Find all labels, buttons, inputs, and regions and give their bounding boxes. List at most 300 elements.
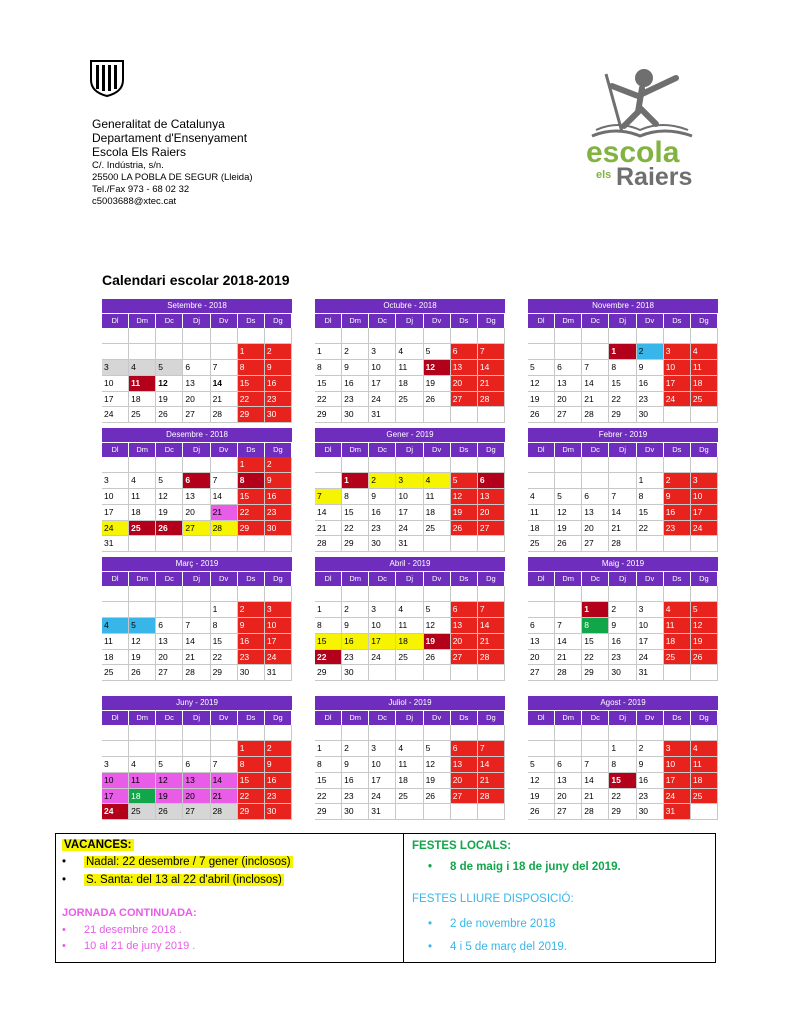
empty-cell [424, 586, 451, 602]
day-cell: 21 [609, 521, 636, 537]
day-cell: 20 [451, 634, 478, 650]
day-cell: 14 [582, 773, 609, 789]
bullet-icon: • [62, 940, 66, 952]
day-cell: 27 [451, 392, 478, 408]
day-cell: 9 [265, 757, 292, 773]
day-cell: 7 [555, 618, 582, 634]
day-cell: 23 [369, 521, 396, 537]
empty-cell [478, 536, 505, 552]
weekday-label: Dm [342, 314, 369, 328]
week-row [315, 757, 505, 773]
day-cell: 5 [528, 360, 555, 376]
day-cell: 17 [396, 505, 423, 521]
day-cell: 16 [637, 376, 664, 392]
empty-cell [183, 741, 210, 757]
day-cell: 28 [478, 650, 505, 666]
day-cell: 8 [609, 757, 636, 773]
empty-cell [129, 602, 156, 618]
day-cell: 1 [609, 344, 636, 360]
jornada-title: JORNADA CONTINUADA: [62, 907, 197, 919]
day-cell: 7 [211, 757, 238, 773]
day-cell: 9 [265, 360, 292, 376]
day-cell: 2 [637, 344, 664, 360]
weekday-label: Dj [396, 711, 423, 725]
day-cell: 29 [315, 665, 342, 681]
weekday-header [528, 711, 718, 725]
week-row [102, 757, 292, 773]
day-cell: 8 [238, 473, 265, 489]
weekday-label: Dl [102, 314, 129, 328]
day-cell: 2 [265, 457, 292, 473]
week-row [102, 521, 292, 537]
week-row [528, 473, 718, 489]
day-cell: 11 [396, 618, 423, 634]
empty-cell [424, 457, 451, 473]
festes-locals-text: 8 de maig i 18 de juny del 2019. [450, 861, 621, 873]
day-cell: 7 [183, 618, 210, 634]
day-cell: 28 [582, 407, 609, 423]
day-cell: 18 [129, 505, 156, 521]
day-cell: 10 [369, 618, 396, 634]
day-cell: 22 [238, 789, 265, 805]
bullet-icon: • [428, 918, 433, 930]
weekday-header [528, 443, 718, 457]
day-cell: 21 [582, 392, 609, 408]
day-cell: 20 [183, 789, 210, 805]
day-cell: 6 [183, 757, 210, 773]
weekday-label: Dl [528, 572, 555, 586]
week-row [528, 757, 718, 773]
day-cell: 15 [238, 773, 265, 789]
day-cell: 27 [183, 407, 210, 423]
day-cell: 20 [451, 376, 478, 392]
day-cell: 4 [664, 602, 691, 618]
month-title: Agost - 2019 [528, 696, 718, 711]
day-cell: 19 [129, 650, 156, 666]
day-cell: 17 [664, 376, 691, 392]
day-cell: 28 [478, 789, 505, 805]
day-cell: 25 [528, 536, 555, 552]
day-cell: 29 [315, 407, 342, 423]
day-cell: 4 [396, 741, 423, 757]
day-cell: 3 [369, 602, 396, 618]
day-cell: 22 [637, 521, 664, 537]
week-row [315, 536, 505, 552]
day-cell: 30 [342, 407, 369, 423]
week-row [528, 328, 718, 344]
day-cell: 16 [664, 505, 691, 521]
empty-cell [582, 725, 609, 741]
org-line-department: Departament d'Ensenyament [92, 131, 248, 145]
day-cell: 10 [102, 489, 129, 505]
week-row [102, 457, 292, 473]
day-cell: 4 [396, 602, 423, 618]
empty-cell [555, 473, 582, 489]
day-cell: 5 [691, 602, 718, 618]
day-cell: 10 [369, 757, 396, 773]
day-cell: 3 [396, 473, 423, 489]
empty-cell [396, 804, 423, 820]
day-cell: 7 [478, 602, 505, 618]
empty-cell [478, 328, 505, 344]
weekday-label: Dg [691, 314, 718, 328]
weekday-label: Ds [238, 572, 265, 586]
day-cell: 13 [478, 489, 505, 505]
empty-cell [156, 741, 183, 757]
weekday-label: Dc [582, 443, 609, 457]
week-row [528, 392, 718, 408]
empty-cell [609, 328, 636, 344]
day-cell: 13 [555, 773, 582, 789]
empty-cell [424, 804, 451, 820]
day-cell: 14 [478, 360, 505, 376]
day-cell: 24 [102, 521, 129, 537]
day-cell: 14 [478, 618, 505, 634]
day-cell: 16 [265, 489, 292, 505]
empty-cell [691, 457, 718, 473]
day-cell: 25 [424, 521, 451, 537]
day-cell: 15 [609, 376, 636, 392]
day-cell: 25 [691, 392, 718, 408]
empty-cell [451, 457, 478, 473]
day-cell: 2 [342, 741, 369, 757]
day-cell: 25 [396, 650, 423, 666]
day-cell: 28 [315, 536, 342, 552]
weekday-label: Dj [183, 572, 210, 586]
empty-cell [691, 328, 718, 344]
empty-cell [451, 665, 478, 681]
week-row [528, 521, 718, 537]
weekday-label: Dg [265, 314, 292, 328]
empty-cell [664, 328, 691, 344]
month-block [528, 299, 718, 423]
day-cell: 27 [451, 650, 478, 666]
jornada-text: 21 desembre 2018 . [84, 924, 182, 936]
weekday-label: Dc [369, 443, 396, 457]
day-cell: 1 [238, 457, 265, 473]
week-row [315, 489, 505, 505]
day-cell: 9 [664, 489, 691, 505]
day-cell: 23 [238, 650, 265, 666]
weekday-header [528, 572, 718, 586]
empty-cell [211, 328, 238, 344]
week-row [315, 586, 505, 602]
week-row [102, 489, 292, 505]
day-cell: 6 [451, 741, 478, 757]
month-title: Abril - 2019 [315, 557, 505, 572]
day-cell: 13 [451, 360, 478, 376]
day-cell: 29 [609, 407, 636, 423]
empty-cell [478, 457, 505, 473]
empty-cell [315, 473, 342, 489]
day-cell: 12 [156, 773, 183, 789]
weekday-label: Ds [451, 711, 478, 725]
day-cell: 19 [528, 392, 555, 408]
week-row [315, 665, 505, 681]
day-cell: 21 [478, 376, 505, 392]
empty-cell [528, 328, 555, 344]
org-line-phone: Tel./Fax 973 - 68 02 32 [92, 184, 190, 195]
empty-cell [315, 328, 342, 344]
day-cell: 1 [342, 473, 369, 489]
weekday-label: Dm [129, 572, 156, 586]
weekday-label: Dg [478, 711, 505, 725]
day-cell: 3 [369, 741, 396, 757]
day-cell: 17 [637, 634, 664, 650]
empty-cell [582, 473, 609, 489]
weekday-label: Dl [528, 443, 555, 457]
day-cell: 11 [129, 489, 156, 505]
empty-cell [129, 741, 156, 757]
day-cell: 11 [664, 618, 691, 634]
org-line-school: Escola Els Raiers [92, 145, 187, 159]
week-row [102, 602, 292, 618]
empty-cell [102, 586, 129, 602]
empty-cell [478, 725, 505, 741]
empty-cell [183, 586, 210, 602]
bullet-icon: • [428, 861, 433, 873]
empty-cell [342, 328, 369, 344]
empty-cell [528, 741, 555, 757]
weekday-label: Dm [129, 314, 156, 328]
week-row [102, 392, 292, 408]
day-cell: 24 [664, 789, 691, 805]
day-cell: 26 [156, 804, 183, 820]
day-cell: 15 [315, 773, 342, 789]
empty-cell [265, 725, 292, 741]
day-cell: 1 [238, 344, 265, 360]
week-row [315, 521, 505, 537]
empty-cell [102, 344, 129, 360]
bullet-icon: • [62, 856, 67, 868]
legend-box [55, 833, 716, 963]
weekday-header [102, 711, 292, 725]
weekday-header [315, 572, 505, 586]
day-cell: 17 [102, 789, 129, 805]
day-cell: 6 [528, 618, 555, 634]
day-cell: 10 [691, 489, 718, 505]
weekday-label: Dc [156, 314, 183, 328]
day-cell: 22 [582, 650, 609, 666]
day-cell: 16 [369, 505, 396, 521]
lliure-disposicio-item [428, 941, 567, 953]
day-cell: 22 [238, 505, 265, 521]
day-cell: 18 [396, 773, 423, 789]
empty-cell [129, 586, 156, 602]
empty-cell [369, 457, 396, 473]
month-block [528, 428, 718, 552]
school-logo [582, 64, 702, 186]
empty-cell [691, 536, 718, 552]
weekday-label: Dv [211, 314, 238, 328]
day-cell: 26 [528, 407, 555, 423]
empty-cell [582, 344, 609, 360]
day-cell: 4 [129, 360, 156, 376]
weekday-label: Dc [156, 443, 183, 457]
day-cell: 13 [183, 489, 210, 505]
day-cell: 26 [555, 536, 582, 552]
day-cell: 8 [582, 618, 609, 634]
month-title: Juliol - 2019 [315, 696, 505, 711]
day-cell: 26 [156, 407, 183, 423]
empty-cell [664, 725, 691, 741]
day-cell: 24 [691, 521, 718, 537]
day-cell: 22 [609, 789, 636, 805]
day-cell: 9 [609, 618, 636, 634]
day-cell: 2 [664, 473, 691, 489]
day-cell: 6 [555, 757, 582, 773]
weekday-label: Ds [664, 314, 691, 328]
weekday-label: Dg [265, 443, 292, 457]
weekday-label: Ds [238, 443, 265, 457]
day-cell: 5 [156, 757, 183, 773]
empty-cell [211, 741, 238, 757]
empty-cell [183, 344, 210, 360]
weekday-label: Dg [478, 314, 505, 328]
day-cell: 12 [528, 773, 555, 789]
day-cell: 29 [238, 521, 265, 537]
week-row [102, 741, 292, 757]
month-title: Gener - 2019 [315, 428, 505, 443]
day-cell: 18 [396, 634, 423, 650]
day-cell: 2 [265, 344, 292, 360]
day-cell: 1 [315, 344, 342, 360]
day-cell: 19 [555, 521, 582, 537]
empty-cell [609, 457, 636, 473]
empty-cell [129, 328, 156, 344]
empty-cell [183, 602, 210, 618]
weekday-label: Dj [183, 711, 210, 725]
day-cell: 9 [342, 618, 369, 634]
day-cell: 26 [156, 521, 183, 537]
page-title: Calendari escolar 2018-2019 [102, 272, 290, 288]
empty-cell [609, 725, 636, 741]
lliure-disposicio-item [428, 918, 556, 930]
day-cell: 15 [582, 634, 609, 650]
day-cell: 5 [451, 473, 478, 489]
day-cell: 13 [451, 757, 478, 773]
weekday-label: Dl [315, 711, 342, 725]
weekday-header [102, 443, 292, 457]
day-cell: 21 [315, 521, 342, 537]
week-row [315, 407, 505, 423]
festes-locals-item [428, 861, 621, 873]
week-row [315, 650, 505, 666]
day-cell: 31 [369, 804, 396, 820]
weekday-header [102, 572, 292, 586]
weekday-label: Dc [156, 711, 183, 725]
day-cell: 21 [211, 505, 238, 521]
day-cell: 30 [238, 665, 265, 681]
empty-cell [102, 741, 129, 757]
month-title: Juny - 2019 [102, 696, 292, 711]
empty-cell [451, 328, 478, 344]
org-line-street: C/. Indústria, s/n. [92, 160, 164, 171]
empty-cell [555, 602, 582, 618]
day-cell: 12 [528, 376, 555, 392]
day-cell: 11 [424, 489, 451, 505]
week-row [102, 634, 292, 650]
empty-cell [424, 536, 451, 552]
empty-cell [424, 328, 451, 344]
day-cell: 3 [265, 602, 292, 618]
day-cell: 2 [342, 344, 369, 360]
empty-cell [156, 536, 183, 552]
day-cell: 18 [691, 376, 718, 392]
week-row [102, 725, 292, 741]
day-cell: 23 [342, 392, 369, 408]
day-cell: 17 [369, 773, 396, 789]
bullet-icon: • [62, 874, 67, 886]
day-cell: 19 [156, 392, 183, 408]
empty-cell [238, 586, 265, 602]
day-cell: 7 [315, 489, 342, 505]
day-cell: 16 [265, 376, 292, 392]
day-cell: 21 [478, 634, 505, 650]
day-cell: 7 [582, 360, 609, 376]
day-cell: 10 [396, 489, 423, 505]
day-cell: 10 [637, 618, 664, 634]
logo-word-els: els [596, 169, 612, 181]
weekday-label: Dv [637, 314, 664, 328]
day-cell: 20 [451, 773, 478, 789]
day-cell: 20 [555, 789, 582, 805]
week-row [528, 634, 718, 650]
org-line-city: 25500 LA POBLA DE SEGUR (Lleida) [92, 172, 253, 183]
day-cell: 31 [664, 804, 691, 820]
month-block [315, 299, 505, 423]
day-cell: 24 [369, 650, 396, 666]
day-cell: 10 [265, 618, 292, 634]
day-cell: 1 [637, 473, 664, 489]
day-cell: 1 [315, 602, 342, 618]
day-cell: 20 [183, 392, 210, 408]
month-title: Desembre - 2018 [102, 428, 292, 443]
day-cell: 5 [424, 344, 451, 360]
day-cell: 15 [238, 376, 265, 392]
weekday-label: Ds [238, 711, 265, 725]
weekday-label: Dj [396, 572, 423, 586]
week-row [315, 725, 505, 741]
week-row [102, 328, 292, 344]
weekday-label: Dc [369, 314, 396, 328]
weekday-label: Dv [424, 443, 451, 457]
week-row [315, 618, 505, 634]
week-row [528, 650, 718, 666]
day-cell: 27 [183, 804, 210, 820]
day-cell: 19 [451, 505, 478, 521]
day-cell: 8 [342, 489, 369, 505]
empty-cell [528, 602, 555, 618]
week-row [528, 407, 718, 423]
day-cell: 1 [315, 741, 342, 757]
weekday-label: Dm [555, 572, 582, 586]
weekday-label: Dj [396, 443, 423, 457]
day-cell: 9 [637, 757, 664, 773]
day-cell: 29 [315, 804, 342, 820]
day-cell: 27 [555, 407, 582, 423]
day-cell: 7 [478, 741, 505, 757]
day-cell: 15 [238, 489, 265, 505]
week-row [102, 407, 292, 423]
day-cell: 15 [211, 634, 238, 650]
day-cell: 20 [478, 505, 505, 521]
empty-cell [582, 457, 609, 473]
weekday-label: Dv [211, 443, 238, 457]
empty-cell [102, 457, 129, 473]
day-cell: 21 [555, 650, 582, 666]
day-cell: 16 [265, 773, 292, 789]
